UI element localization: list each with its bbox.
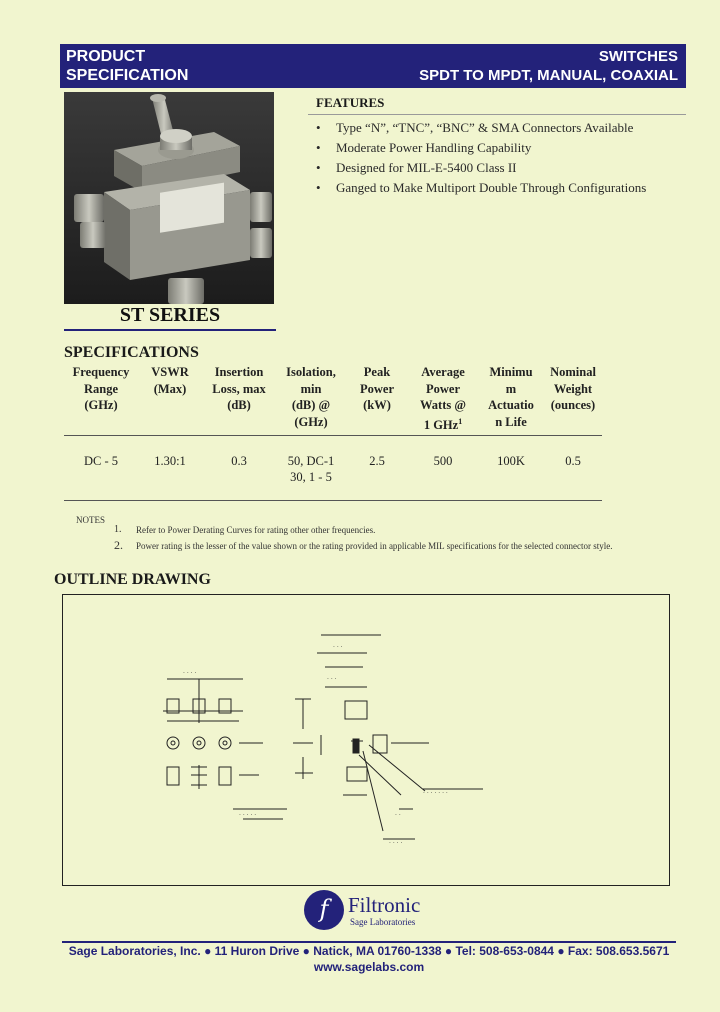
drawing-dimension-label: · · · · · [239,812,257,819]
value-vswr: 1.30:1 [154,454,186,468]
note-text: Power rating is the lesser of the value shown or the rating provided in applicable MIL specifications for the selected connector style. [136,541,613,551]
product-photo [64,92,274,304]
series-title: ST SERIES [119,304,221,326]
outline-drawing-svg [63,595,669,885]
features-list [316,118,646,198]
column-header-insertion-loss: Insertion Loss, max (dB) [212,365,266,412]
table-header-rule [64,435,602,436]
outline-drawing-heading: OUTLINE DRAWING [54,571,211,588]
series-rule [64,329,276,331]
feature-item: • Ganged to Make Multiport Double Through Configurations [316,178,646,198]
feature-item: • Moderate Power Handling Capability [316,138,646,158]
notes-heading: NOTES [76,515,105,525]
logo-name: Filtronic [348,893,421,917]
column-header-peak-power: Peak Power (kW) [359,365,394,412]
column-header-actuation-life: Minimu m Actuatio n Life [488,365,534,429]
filtronic-f-icon: f [304,890,344,930]
features-divider [308,114,686,115]
outline-drawing [62,594,670,886]
value-weight: 0.5 [565,454,581,468]
column-header-vswr: VSWR (Max) [151,365,189,396]
column-header-average-power: Average Power Watts @ 1 GHz$^1$ [419,365,466,432]
header-bar [60,44,686,88]
footer-rule [62,941,676,943]
drawing-dimension-label: · · · · [183,670,197,677]
value-insertion-loss: 0.3 [231,454,247,468]
value-peak-power: 2.5 [369,454,385,468]
column-header-isolation: Isolation, min (dB) @ (GHz) [286,365,336,429]
feature-item: • Designed for MIL-E-5400 Class II [316,158,646,178]
footer-address: Sage Laboratories, Inc. ● 11 Huron Drive ● Natick, MA 01760-1338 ● Tel: 508-653-0844 ● Fax: 508.653.5671 [68,944,670,958]
drawing-dimension-label: · · [395,812,401,819]
footer-website-link[interactable]: www.sagelabs.com [313,960,425,974]
specifications-heading: SPECIFICATIONS [64,344,199,361]
value-isolation: 50, DC-1 30, 1 - 5 [287,454,335,484]
column-header-frequency: Frequency Range (GHz) [72,365,130,412]
drawing-dimension-label: · · · · [389,840,403,847]
note-text: Refer to Power Derating Curves for rating other other frequencies. [136,525,376,535]
note-number: 2. [114,538,123,552]
features-heading: FEATURES [316,95,385,110]
value-frequency: DC - 5 [83,454,119,468]
value-average-power: 500 [433,454,453,468]
product-specification-title: PRODUCT SPECIFICATION [66,48,189,84]
logo-subtitle: Sage Laboratories [350,917,416,927]
column-header-weight: Nominal Weight (ounces) [550,365,596,412]
drawing-dimension-label: · · · · · · · [423,790,448,797]
footnote-marker: 1 [458,416,463,426]
drawing-dimension-label: · · · [333,644,343,651]
filtronic-logo [304,890,430,934]
drawing-dimension-label: · · · [327,676,337,683]
value-actuation-life: 100K [497,454,525,468]
feature-item: • Type “N”, “TNC”, “BNC” & SMA Connectors Available [316,118,646,138]
product-category-title: SWITCHES SPDT TO MPDT, MANUAL, COAXIAL [419,48,678,84]
table-bottom-rule [64,500,602,501]
note-number: 1. [114,524,122,535]
